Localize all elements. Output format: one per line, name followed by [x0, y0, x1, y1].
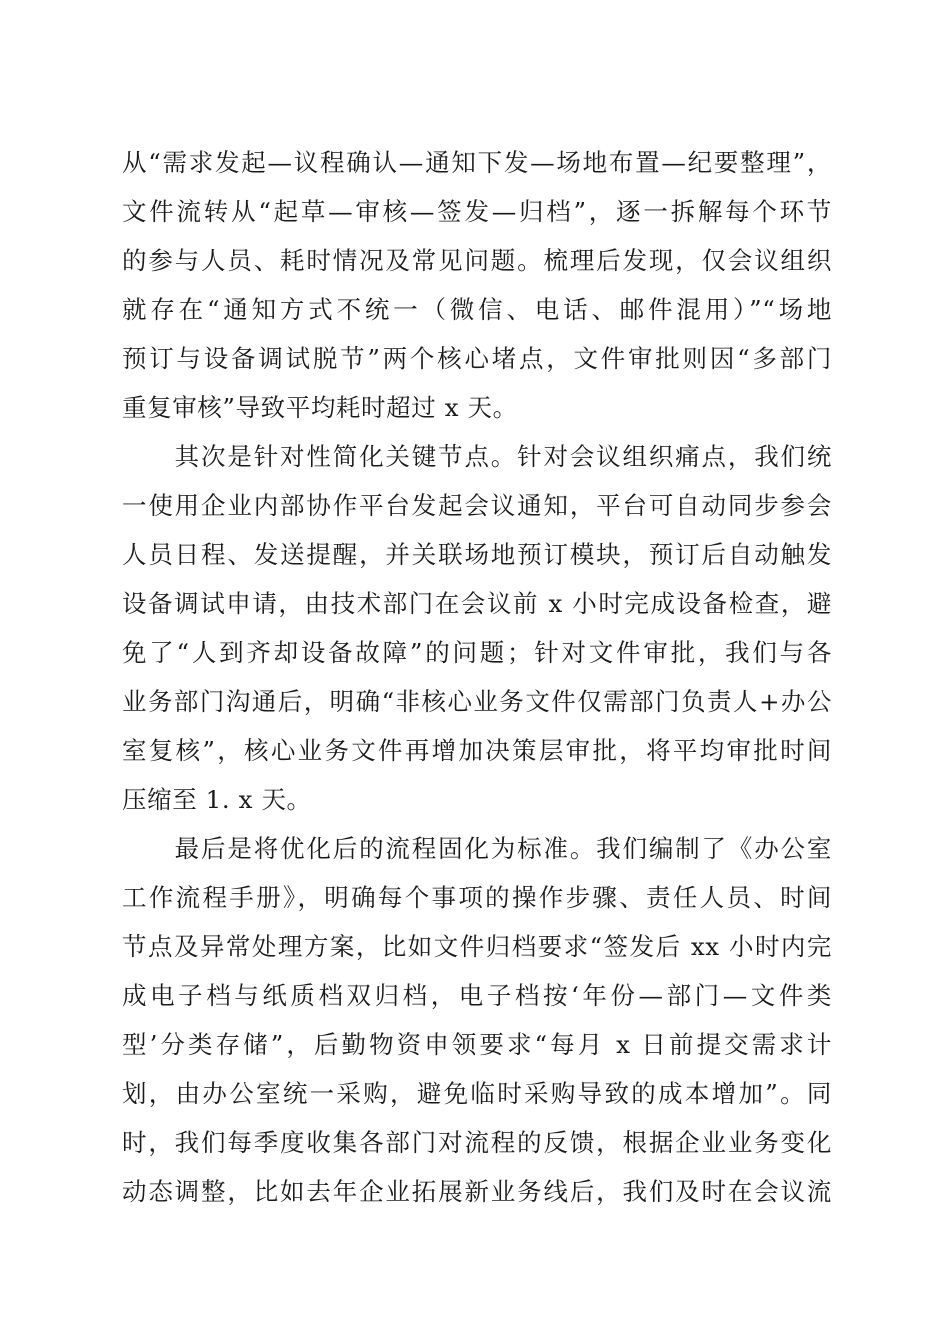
text-line: 设备调试申请，由技术部门在会议前 x 小时完成设备检查，避	[122, 589, 832, 618]
text-line: 文件流转从“起草—审核—签发—归档”，逐一拆解每个环节	[122, 197, 832, 226]
text-line: 预订与设备调试脱节”两个核心堵点，文件审批则因“多部门	[122, 344, 832, 373]
text-line: 最后是将优化后的流程固化为标准。我们编制了《办公室	[122, 834, 832, 863]
text-line: 动态调整，比如去年企业拓展新业务线后，我们及时在会议流	[122, 1177, 832, 1206]
text-line: 节点及异常处理方案，比如文件归档要求“签发后 xx 小时内完	[122, 932, 832, 961]
text-line: 其次是针对性简化关键节点。针对会议组织痛点，我们统	[122, 442, 832, 471]
text-line: 免了“人到齐却设备故障”的问题；针对文件审批，我们与各	[122, 638, 832, 667]
text-line: 工作流程手册》，明确每个事项的操作步骤、责任人员、时间	[122, 883, 832, 912]
text-line: 成电子档与纸质档双归档，电子档按‘年份—部门—文件类	[122, 981, 832, 1010]
text-line: 从“需求发起—议程确认—通知下发—场地布置—纪要整理”，	[122, 148, 832, 177]
text-line: 室复核”，核心业务文件再增加决策层审批，将平均审批时间	[122, 736, 832, 765]
text-line: 压缩至 1. x 天。	[122, 785, 312, 814]
text-line: 的参与人员、耗时情况及常见问题。梳理后发现，仅会议组织	[122, 246, 832, 275]
text-line: 一使用企业内部协作平台发起会议通知，平台可自动同步参会	[122, 491, 832, 520]
text-line: 就存在“通知方式不统一（微信、电话、邮件混用）”“场地	[122, 295, 832, 324]
text-line: 划，由办公室统一采购，避免临时采购导致的成本增加”。同	[122, 1079, 832, 1108]
text-line: 业务部门沟通后，明确“非核心业务文件仅需部门负责人+办公	[122, 687, 832, 716]
body-text	[122, 138, 832, 1216]
text-line: 重复审核”导致平均耗时超过 x 天。	[122, 393, 518, 422]
text-line: 型’分类存储”，后勤物资申领要求“每月 x 日前提交需求计	[122, 1030, 832, 1059]
text-line: 时，我们每季度收集各部门对流程的反馈，根据企业业务变化	[122, 1128, 832, 1157]
text-line: 人员日程、发送提醒，并关联场地预订模块，预订后自动触发	[122, 540, 832, 569]
